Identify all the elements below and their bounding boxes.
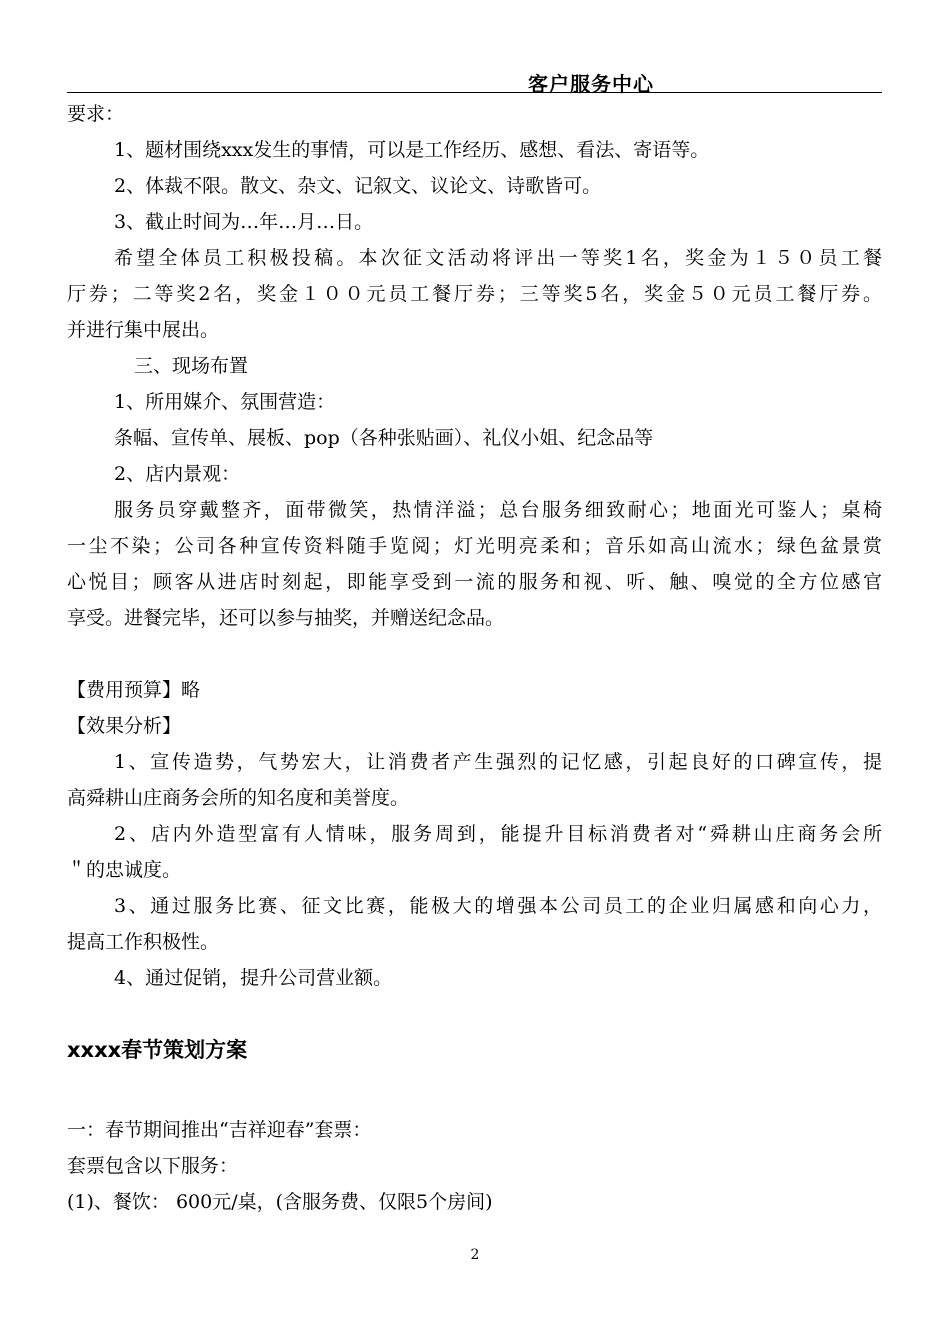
package-services-heading: 套票包含以下服务： — [67, 1155, 239, 1177]
spacer — [67, 636, 882, 672]
effect-analysis-heading: 【效果分析】 — [67, 715, 182, 737]
spacer — [67, 996, 882, 1032]
store-scene-line-2: 一尘不染；公司各种宣传资料随手览阅；灯光明亮柔和；音乐如高山流水；绿色盆景赏 — [67, 535, 882, 557]
section-heading-site-layout: 三、现场布置 — [134, 355, 249, 377]
effect-4: 4、通过促销，提升公司营业额。 — [114, 967, 393, 989]
budget-heading: 【费用预算】略 — [67, 679, 201, 701]
spacer — [67, 1068, 882, 1112]
store-scene-heading: 2、店内景观： — [114, 463, 241, 485]
page-header — [67, 62, 882, 96]
store-scene-line-4: 享受。进餐完毕，还可以参与抽奖，并赠送纪念品。 — [67, 607, 505, 629]
requirement-1: 1、题材围绕xxx发生的事情，可以是工作经历、感想、看法、寄语等。 — [114, 139, 710, 161]
effect-1-line-2: 高舜耕山庄商务会所的知名度和美誉度。 — [67, 787, 410, 809]
package-heading: 一：春节期间推出“吉祥迎春”套票： — [67, 1119, 372, 1141]
spring-festival-plan-title: xxxx春节策划方案 — [67, 1038, 248, 1062]
effect-2-line-2: ＂的忠诚度。 — [67, 859, 182, 881]
requirements-heading: 要求： — [67, 103, 125, 125]
requirement-3: 3、截止时间为…年…月…日。 — [114, 211, 374, 233]
effect-3-line-2: 提高工作积极性。 — [67, 931, 220, 953]
prize-paragraph-line-3: 并进行集中展出。 — [67, 319, 220, 341]
effect-3-line-1: 3、通过服务比赛、征文比赛，能极大的增强本公司员工的企业归属感和向心力， — [114, 895, 882, 917]
store-scene-line-3: 心悦目；顾客从进店时刻起，即能享受到一流的服务和视、听、触、嗅觉的全方位感官 — [67, 571, 882, 593]
media-heading: 1、所用媒介、氛围营造： — [114, 391, 336, 413]
prize-paragraph-line-1: 希望全体员工积极投稿。本次征文活动将评出一等奖1名，奖金为１５０员工餐 — [114, 247, 882, 269]
effect-2-line-1: 2、店内外造型富有人情味，服务周到，能提升目标消费者对“舜耕山庄商务会所 — [114, 823, 882, 845]
store-scene-line-1: 服务员穿戴整齐，面带微笑，热情洋溢；总台服务细致耐心；地面光可鉴人；桌椅 — [114, 499, 882, 521]
document-body — [67, 96, 882, 1220]
page-number: 2 — [470, 1247, 480, 1263]
header-title: 客户服务中心 — [528, 72, 654, 96]
prize-paragraph-line-2: 厅券；二等奖2名，奖金１００元员工餐厅券；三等奖5名，奖金５０元员工餐厅券。 — [67, 283, 882, 305]
media-list: 条幅、宣传单、展板、pop（各种张贴画）、礼仪小姐、纪念品等 — [114, 427, 654, 449]
effect-1-line-1: 1、宣传造势，气势宏大，让消费者产生强烈的记忆感，引起良好的口碑宣传，提 — [114, 751, 882, 773]
package-dining-item: (1)、餐饮： 600元/桌，(含服务费、仅限5个房间) — [67, 1191, 493, 1213]
requirement-2: 2、体裁不限。散文、杂文、记叙文、议论文、诗歌皆可。 — [114, 175, 602, 197]
